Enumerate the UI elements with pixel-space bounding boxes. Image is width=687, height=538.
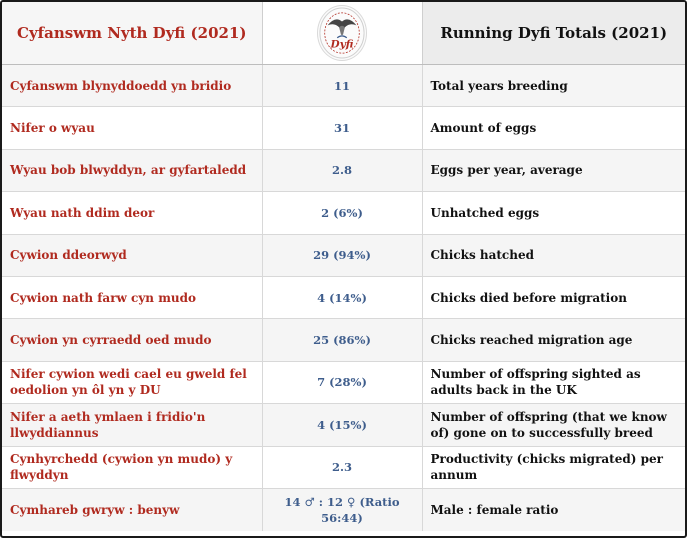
logo-text: Dyfi xyxy=(330,38,354,51)
welsh-label: Cymhareb gwryw : benyw xyxy=(2,488,262,530)
logo-cell xyxy=(262,2,422,65)
english-label: Number of offspring (that we know of) gone on to successfully breed xyxy=(422,404,685,446)
english-label: Number of offspring sighted as adults back in the UK xyxy=(422,361,685,403)
english-label: Unhatched eggs xyxy=(422,192,685,234)
welsh-label: Cywion nath farw cyn mudo xyxy=(2,276,262,318)
value-cell: 4 (15%) xyxy=(262,404,422,446)
header-row xyxy=(2,2,685,65)
value-cell: 31 xyxy=(262,107,422,149)
welsh-label: Cywion ddeorwyd xyxy=(2,234,262,276)
english-header: Running Dyfi Totals (2021) xyxy=(422,2,685,65)
welsh-header: Cyfanswm Nyth Dyfi (2021) xyxy=(2,2,262,65)
table-row xyxy=(2,446,685,488)
welsh-label: Nifer a aeth ymlaen i fridio'n llwyddiannus xyxy=(2,404,262,446)
english-label: Chicks hatched xyxy=(422,234,685,276)
osprey-logo-icon xyxy=(317,5,367,61)
value-cell: 11 xyxy=(262,65,422,107)
english-label: Eggs per year, average xyxy=(422,149,685,191)
english-label: Chicks reached migration age xyxy=(422,319,685,361)
welsh-label: Cywion yn cyrraedd oed mudo xyxy=(2,319,262,361)
value-cell: 2.8 xyxy=(262,149,422,191)
value-cell: 25 (86%) xyxy=(262,319,422,361)
english-label: Amount of eggs xyxy=(422,107,685,149)
english-label: Chicks died before migration xyxy=(422,276,685,318)
stats-table xyxy=(2,2,685,531)
welsh-label: Nifer o wyau xyxy=(2,107,262,149)
welsh-label: Cyfanswm blynyddoedd yn bridio xyxy=(2,65,262,107)
value-cell: 2 (6%) xyxy=(262,192,422,234)
table-row xyxy=(2,276,685,318)
value-cell: 29 (94%) xyxy=(262,234,422,276)
welsh-label: Cynhyrchedd (cywion yn mudo) y flwyddyn xyxy=(2,446,262,488)
table-row xyxy=(2,404,685,446)
table-row xyxy=(2,361,685,403)
table-row xyxy=(2,319,685,361)
english-label: Male : female ratio xyxy=(422,488,685,530)
table-row xyxy=(2,192,685,234)
value-cell: 7 (28%) xyxy=(262,361,422,403)
english-label: Productivity (chicks migrated) per annum xyxy=(422,446,685,488)
table-row xyxy=(2,149,685,191)
value-cell: 4 (14%) xyxy=(262,276,422,318)
table-row xyxy=(2,234,685,276)
welsh-label: Wyau bob blwyddyn, ar gyfartaledd xyxy=(2,149,262,191)
table-row xyxy=(2,107,685,149)
welsh-label: Wyau nath ddim deor xyxy=(2,192,262,234)
table-row xyxy=(2,488,685,530)
value-cell: 14 ♂ : 12 ♀ (Ratio 56:44) xyxy=(262,488,422,530)
value-cell: 2.3 xyxy=(262,446,422,488)
table-row xyxy=(2,65,685,107)
welsh-label: Nifer cywion wedi cael eu gweld fel oedolion yn ôl yn y DU xyxy=(2,361,262,403)
english-label: Total years breeding xyxy=(422,65,685,107)
